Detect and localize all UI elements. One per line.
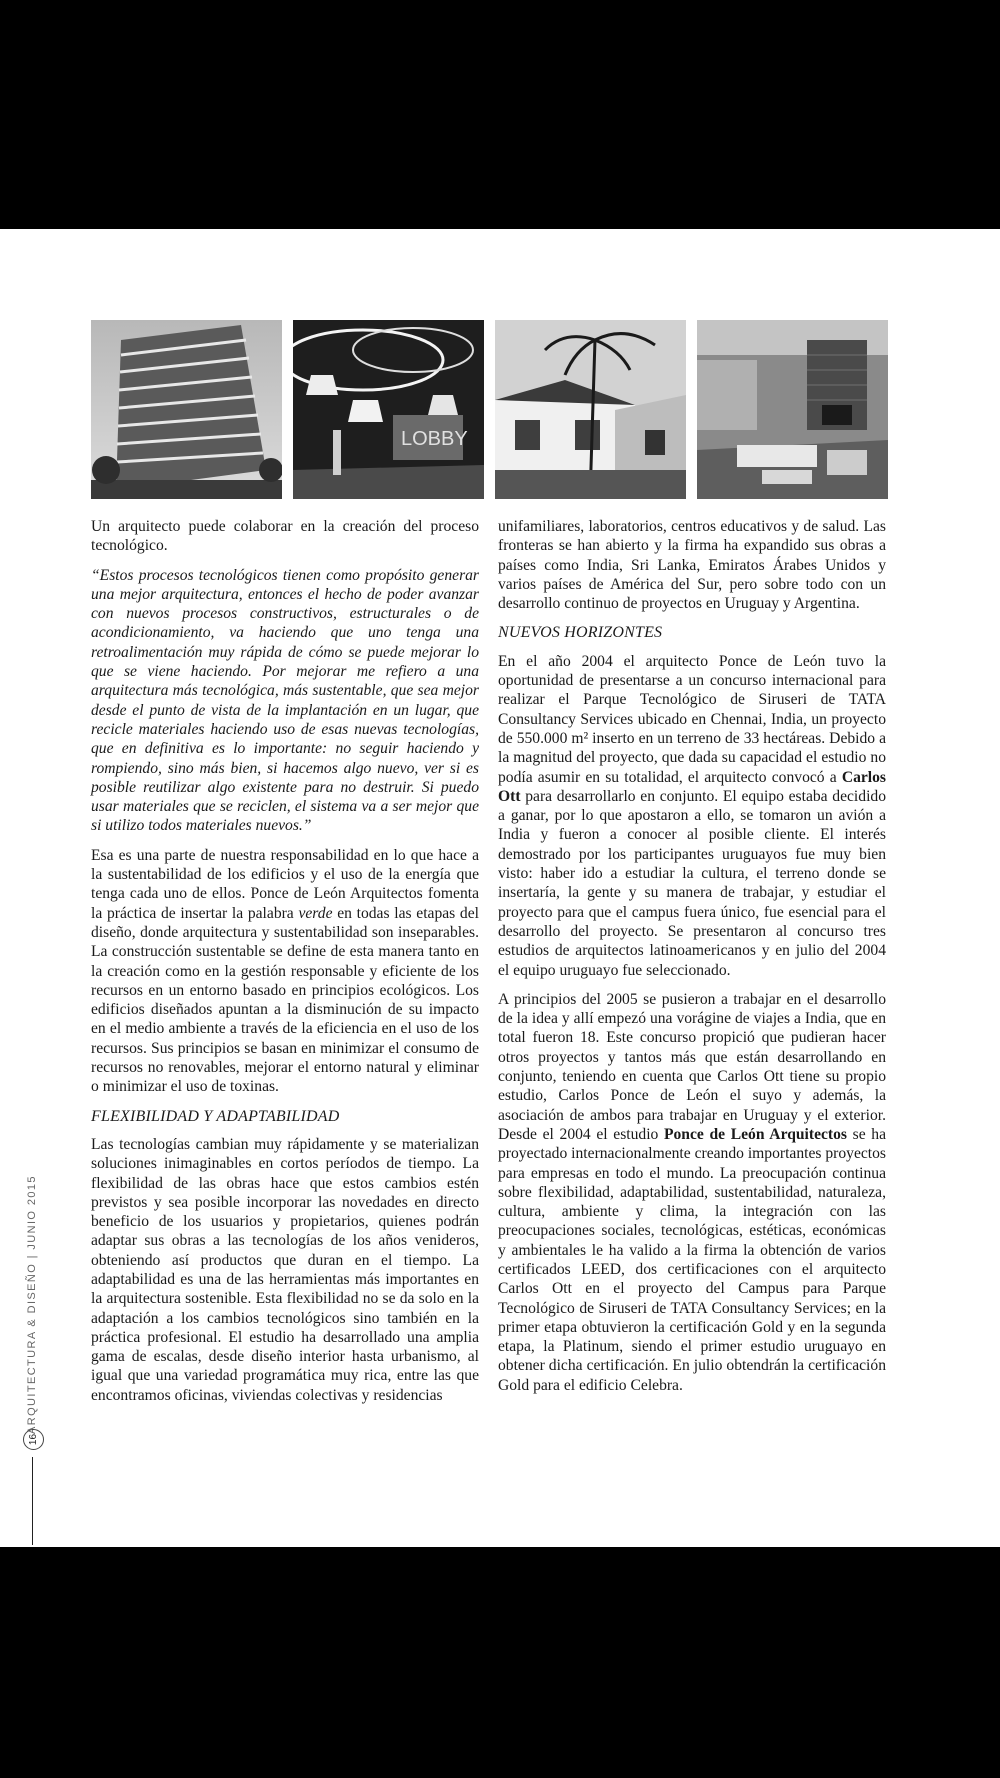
paragraph-text: para desarrollarlo en conjunto. El equipo estaba decidido a ganar, por lo que apostaron a ello, se tomaron un avión a India y fueron a conocer al posible cliente. El interés demostrado por los participantes uruguayos fue muy bien visto: haber ido a estudiar la cultura, el terreno donde se insertaría, la gente y su manera de trabajar, y estudiar el proyecto para que el campus fuera único, fue esencial para el desarrollo del proyecto. Se presentaron al concurso tres estudios de arquitectos latinoamericanos y en julio del 2004 el equipo uruguayo fue seleccionado. — [498, 787, 886, 979]
paragraph-text: Esa es una parte de nuestra responsabilidad en lo que hace a la sustentabilidad de los edificios y el uso de la energía que tenga cada uno de ellos. Ponce de León Arquitectos fomenta la práctica de insertar la palabra — [91, 846, 479, 922]
photo-lobby-interior — [293, 320, 484, 499]
emphasis-word: verde — [298, 904, 333, 922]
photo-living-room — [697, 320, 888, 499]
bold-name: Ponce de León Arquitectos — [663, 1125, 847, 1143]
paragraph — [498, 652, 886, 980]
paragraph: Un arquitecto puede colaborar en la creación del proceso tecnológico. — [91, 518, 479, 555]
paragraph-text: En el año 2004 el arquitecto Ponce de León tuvo la oportunidad de presentarse a un concurso internacional para realizar el Parque Tecnológico de Siruseri de TATA Consultancy Services ubicado en Chennai, India, un proyecto de 550.000 m² inserto en un terreno de 33 hectáreas. Debido a la magnitud del proyecto, que dada su capacidad el estudio no podía asumir en su totalidad, el arquitecto convocó a — [498, 652, 886, 786]
photo-building-tower — [91, 320, 282, 499]
paragraph: Las tecnologías cambian muy rápidamente y se materializan soluciones inimaginables en cortos períodos de tiempo. La flexibilidad de las obras hace que estos cambios estén previstos y sea posible incorporar las novedades en directo beneficio de los usuarios y propietarios, quienes podrán adaptar sus obras a las tecnologías de los años venideros, obteniendo así productos que duran en el tiempo. La adaptabilidad es una de las herramientas más importantes en la arquitectura sostenible. Esta flexibilidad no se da solo en la adaptación a los cambios tecnológicos sino también en la práctica profesional. El estudio ha desarrollado una amplia gama de escalas, desde diseño interior hasta urbanismo, al igual que una variedad programática muy rica, entre las que encontramos oficinas, viviendas colectivas y residencias — [91, 1135, 479, 1404]
paragraph — [91, 846, 479, 1097]
paragraph — [498, 990, 886, 1395]
bold-name: Carlos Ott — [498, 768, 886, 805]
folio-rule — [32, 1457, 33, 1545]
magazine-folio: ARQUITECTURA & DISEÑO | JUNIO 2015 — [26, 1175, 38, 1434]
paragraph-text: en todas las etapas del diseño, donde arquitectura y sustentabilidad son inseparables. La construcción sustentable se define de esta manera tanto en la creación como en la gestión responsable y eficiente de los recursos en un entorno basado en principios ecológicos. Los edificios diseñados apuntan a la disminución de su impacto en el medio ambiente a través de la eficiencia en el uso de los recursos. Sus principios se basan en minimizar el consumo de recursos no renovables, mejorar el entorno natural y eliminar o minimizar el uso de toxinas. — [91, 904, 479, 1096]
paragraph: unifamiliares, laboratorios, centros educativos y de salud. Las fronteras se han abierto y la firma ha expandido sus obras a países como India, Sri Lanka, Emiratos Árabes Unidos y varios países de América del Sur, pero sobre todo con un desarrollo continuo de proyectos en Uruguay y Argentina. — [498, 518, 886, 613]
photo-residences-palms — [495, 320, 686, 499]
section-heading: NUEVOS HORIZONTES — [498, 624, 663, 642]
svg-text:LOBBY: LOBBY — [401, 428, 468, 450]
page-number: 16 — [23, 1429, 44, 1450]
magazine-page — [0, 229, 1000, 1547]
section-heading: FLEXIBILIDAD Y ADAPTABILIDAD — [91, 1107, 340, 1125]
paragraph-text: se ha proyectado internacionalmente creando importantes proyectos para empresas en todo el mundo. La preocupación continua sobre flexibilidad, adaptabilidad, sustentabilidad, naturaleza, cultura, ambiente y clima, la integración con las preocupaciones sociales, tecnológicas, estéticas, económicas y ambientales le ha valido a la firma la obtención de varios certificados LEED, dos certificaciones con el arquitecto Carlos Ott en el proyecto del Campus para Parque Tecnológico de Siruseri de TATA Consultancy Services; en la primer etapa obtuvieron la certificación Gold y en la segunda etapa, la Platinum, siendo el primer estudio uruguayo en obtener dicha certificación. En julio obtendrán la certificación Gold para el edificio Celebra. — [498, 1125, 886, 1394]
text-column-right — [498, 517, 886, 1405]
text-column-left — [91, 517, 479, 1415]
paragraph-text: A principios del 2005 se pusieron a trabajar en el desarrollo de la idea y allí empezó una vorágine de viajes a India, que en total fueron 18. Este concurso propició que pudieran hacer otros proyectos y tantos más que están desarrollando en conjunto, teniendo en cuenta que Carlos Ott tiene su propio estudio, Carlos Ponce de León el suyo y además, la asociación de ambos para trabajar en Uruguay y el exterior. Desde el 2004 el estudio — [498, 990, 886, 1143]
quote-paragraph: “Estos procesos tecnológicos tienen como propósito generar una mejor arquitectura, entonces el hecho de poder avanzar con nuevos procesos constructivos, estructurales o de acondicionamiento, va haciendo que uno tenga una retroalimentación muy rápida de cómo se puede mejorar lo que se viene haciendo. Por mejorar me refiero a una arquitectura más tecnológica, más sustentable, que sea mejor desde el punto de vista de la implantación en un lugar, que recicle materiales haciendo uso de esas nuevas tecnologías, que en definitiva es lo importante: no seguir haciendo y rompiendo, sino más bien, si hacemos algo nuevo, ver si es posible reutilizar algo existente para no destruir. Si puedo usar materiales que se reciclen, el sistema va a ser mejor que si utilizo todos materiales nuevos.” — [91, 566, 479, 835]
